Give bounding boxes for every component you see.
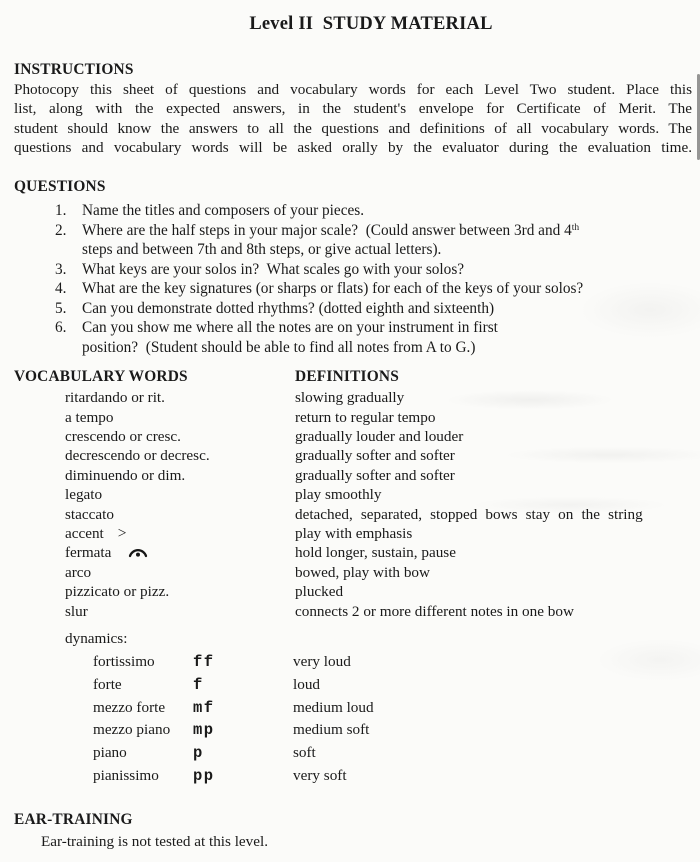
- vocab-definition: gradually louder and louder: [295, 428, 464, 445]
- dynamic-name: piano: [93, 744, 127, 762]
- vocab-definition: bowed, play with bow: [295, 563, 430, 581]
- dynamic-definition: medium loud: [293, 698, 374, 716]
- instructions-line: questions and vocabulary words will be asked orally by the evaluator during the evaluation time.: [14, 138, 692, 156]
- vocab-word: legato: [65, 486, 103, 504]
- question-item: [14, 279, 692, 299]
- vocab-word-label: accent: [65, 525, 104, 543]
- dynamic-name: fortissimo: [93, 653, 155, 671]
- vocab-row: [14, 485, 692, 504]
- question-text-line: steps and between 7th and 8th steps, or give actual letters).: [82, 241, 442, 259]
- vocabulary-header-row: [14, 367, 692, 387]
- vocab-row: [14, 602, 692, 621]
- question-item: [14, 318, 692, 357]
- dynamics-row: [14, 674, 692, 697]
- question-text: What keys are your solos in? What scales go with your solos?: [82, 260, 465, 278]
- section-questions: [14, 177, 692, 357]
- questions-list: [14, 201, 692, 357]
- dynamics-row: [14, 719, 692, 742]
- question-number: 5.: [55, 299, 67, 317]
- question-number: 3.: [55, 260, 67, 278]
- ear-training-heading: EAR-TRAINING: [14, 810, 133, 828]
- ear-training-body: Ear-training is not tested at this level.: [41, 832, 269, 850]
- vocab-row: [14, 446, 692, 465]
- instructions-line: list, along with the expected answers, in the student's envelope for Certificate of Merit. The: [14, 100, 692, 118]
- vocab-word: a tempo: [65, 408, 114, 426]
- instructions-line: Photocopy this sheet of questions and vocabulary words for each Level Two student. Place this: [14, 81, 692, 98]
- dynamic-symbol: pp: [193, 767, 215, 786]
- vocab-word-label: fermata: [65, 544, 112, 562]
- questions-heading: QUESTIONS: [14, 178, 106, 196]
- accent-symbol: >: [117, 525, 127, 543]
- dynamic-name: mezzo forte: [93, 698, 166, 716]
- vocab-row: [14, 524, 692, 543]
- question-item: [14, 299, 692, 319]
- vocab-row: [14, 563, 692, 582]
- question-text-line: Where are the half steps in your major scale? (Could answer between 3rd and 4: [82, 221, 572, 239]
- vocab-word: diminuendo or dim.: [65, 466, 186, 484]
- question-number: 6.: [55, 319, 67, 337]
- vocab-row: [14, 505, 692, 524]
- vocab-row: [14, 543, 692, 562]
- dynamic-definition: loud: [293, 675, 321, 693]
- section-ear-training: [14, 810, 692, 852]
- vocab-row: [14, 466, 692, 485]
- vocab-word: [65, 524, 295, 543]
- dynamic-definition: medium soft: [293, 721, 370, 739]
- dynamic-symbol: mf: [193, 698, 215, 717]
- vocab-definition: connects 2 or more different notes in one bow: [295, 602, 574, 620]
- question-text: [82, 318, 498, 357]
- vocabulary-heading: VOCABULARY WORDS: [14, 368, 188, 386]
- definitions-heading: DEFINITIONS: [295, 368, 399, 386]
- question-item: [14, 221, 692, 260]
- vocab-definition: play smoothly: [295, 486, 382, 504]
- dynamics-row: [14, 651, 692, 674]
- dynamic-definition: soft: [293, 744, 316, 762]
- dynamic-symbol: ff: [193, 653, 215, 672]
- vocab-definition: return to regular tempo: [295, 408, 436, 426]
- instructions-heading: INSTRUCTIONS: [14, 61, 134, 78]
- vocab-word: pizzicato or pizz.: [65, 583, 170, 601]
- vocab-definition: plucked: [295, 583, 344, 601]
- vocab-row: [14, 408, 692, 427]
- vocab-row: [14, 427, 692, 446]
- vocab-definition: gradually softer and softer: [295, 447, 455, 465]
- dynamics-rows: [14, 651, 692, 788]
- dynamic-name: mezzo piano: [93, 721, 171, 739]
- question-number: 1.: [55, 202, 67, 220]
- question-text: [82, 221, 579, 260]
- question-number: 4.: [55, 280, 67, 298]
- vocab-definition: slowing gradually: [295, 389, 405, 407]
- vocab-word: decrescendo or decresc.: [65, 447, 210, 465]
- dynamic-symbol: f: [193, 675, 204, 694]
- question-text-line: Can you show me where all the notes are on your instrument in first: [82, 319, 498, 337]
- vocabulary-rows: [14, 388, 692, 621]
- dynamic-definition: very loud: [293, 653, 351, 671]
- dynamics-label: dynamics:: [65, 630, 128, 648]
- vocab-definition: gradually softer and softer: [295, 466, 455, 484]
- ordinal-superscript: th: [571, 222, 580, 233]
- question-text: Name the titles and composers of your pieces.: [82, 202, 365, 220]
- page-title: Level II STUDY MATERIAL: [249, 14, 493, 34]
- fermata-icon: [128, 544, 148, 563]
- question-item: [14, 260, 692, 280]
- dynamic-symbol: mp: [193, 721, 215, 740]
- vocab-word: [65, 543, 295, 562]
- dynamics-row: [14, 742, 692, 765]
- vocab-row: [14, 582, 692, 601]
- vocab-row: [14, 388, 692, 407]
- vocab-definition: hold longer, sustain, pause: [295, 544, 456, 562]
- question-text: Can you demonstrate dotted rhythms? (dotted eighth and sixteenth): [82, 299, 495, 317]
- dynamic-definition: very soft: [293, 767, 347, 785]
- dynamic-name: pianissimo: [93, 767, 159, 785]
- vocab-word: ritardando or rit.: [65, 389, 165, 407]
- vocab-word: arco: [65, 563, 92, 581]
- question-text-line: position? (Student should be able to find all notes from A to G.): [82, 338, 476, 356]
- vocab-definition: play with emphasis: [295, 525, 413, 543]
- vocab-word: crescendo or cresc.: [65, 428, 181, 445]
- section-instructions: [14, 60, 692, 157]
- dynamic-name: forte: [93, 675, 122, 693]
- dynamics-row: [14, 697, 692, 720]
- dynamic-symbol: p: [193, 744, 204, 763]
- dynamics-row: [14, 765, 692, 788]
- question-text: What are the key signatures (or sharps or flats) for each of the keys of your solos?: [82, 280, 584, 298]
- question-number: 2.: [55, 221, 67, 239]
- question-item: [14, 201, 692, 221]
- vocab-word: staccato: [65, 505, 114, 523]
- instructions-line: student should know the answers to all the questions and definitions of all vocabulary words. The: [14, 119, 692, 137]
- vocab-word: slur: [65, 602, 88, 620]
- section-vocabulary: [14, 367, 692, 788]
- dynamics-subsection: [14, 629, 692, 788]
- vocab-definition: detached, separated, stopped bows stay on the string: [295, 505, 643, 523]
